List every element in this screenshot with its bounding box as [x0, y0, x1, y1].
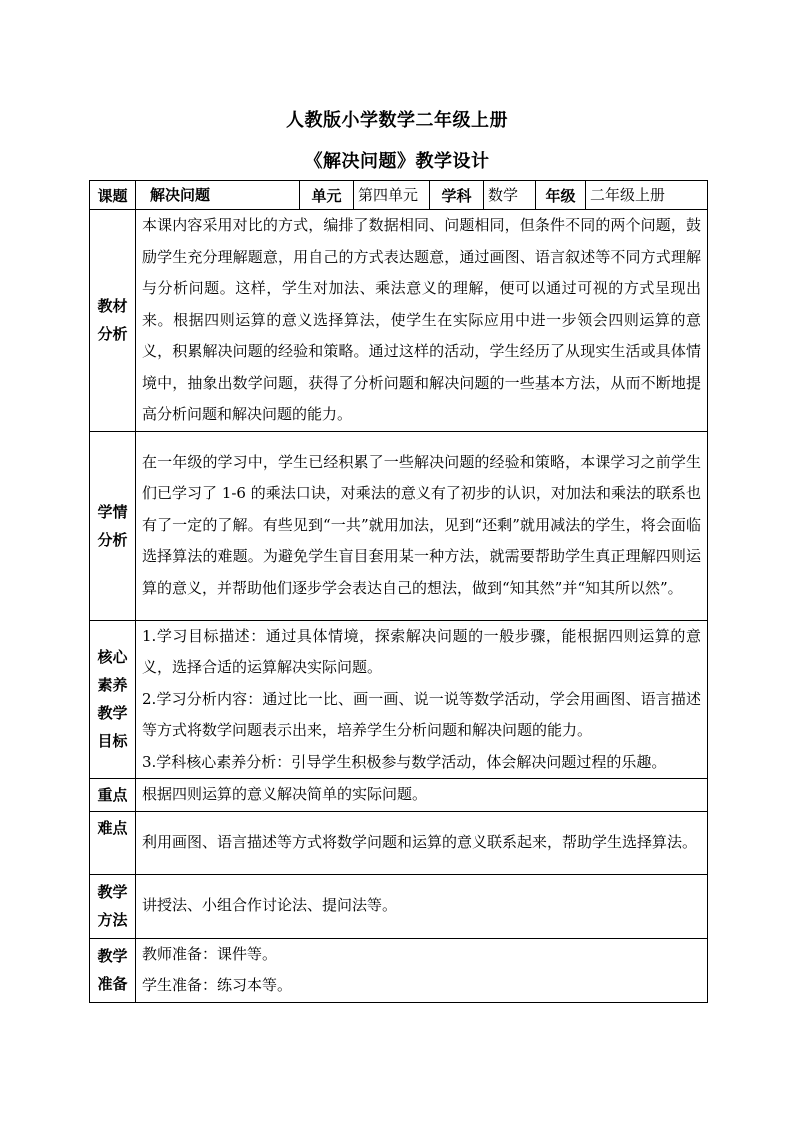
- teacher-prep: 教师准备：课件等。: [142, 944, 278, 963]
- grade-value: 二年级上册: [586, 181, 708, 210]
- subject-value: 数学: [484, 181, 536, 210]
- topic-label: 课题: [90, 181, 136, 210]
- key-point-row: [90, 779, 708, 812]
- student-analysis-label: [90, 431, 136, 620]
- student-prep: 学生准备：练习本等。: [142, 976, 293, 994]
- method-label-line1: 教学: [97, 883, 128, 901]
- student-analysis-content: 在一年级的学习中，学生已经积累了一些解决问题的经验和策略，本课学习之前学生们已学习了 1-6 的乘法口诀，对乘法的意义有了初步的认识，对加法和乘法的联系也有了一定的了解。有些见到“一共”就用加法，见到“还剩”就用减法的学生，将会面临选择算法的难题。为避免学生盲目套用某一种方法，就需要帮助学生真正理解四则运算的意义，并帮助他们逐步学会表达自己的想法，做到“知其然”并“知其所以然”。: [136, 431, 708, 620]
- students-label-line2: 分析: [97, 530, 128, 549]
- key-point-content: 根据四则运算的意义解决简单的实际问题。: [136, 779, 708, 812]
- topic-value: 解决问题: [136, 181, 300, 210]
- goals-label-line1: 核心: [97, 648, 128, 667]
- textbook-analysis-label: [90, 210, 136, 432]
- core-goals-content: [136, 620, 708, 779]
- textbook-label-line1: 教材: [97, 297, 128, 316]
- teaching-method-row: [90, 874, 708, 938]
- prep-label-line2: 准备: [97, 975, 128, 993]
- student-analysis-row: [90, 431, 708, 620]
- goal-item-2: 2.学习分析内容：通过比一比、画一画、说一说等数学活动，学会用画图、语言描述等方式将数学问题表示出来，培养学生分析问题和解决问题的能力。: [142, 689, 701, 739]
- teaching-method-content: 讲授法、小组合作讨论法、提问法等。: [136, 874, 708, 938]
- difficulty-row: [90, 811, 708, 874]
- goals-label-line2: 素养: [97, 676, 128, 695]
- difficulty-content: 利用画图、语言描述等方式将数学问题和运算的意义联系起来，帮助学生选择算法。: [136, 811, 708, 874]
- difficulty-label: 难点: [90, 811, 136, 874]
- students-label-line1: 学情: [97, 502, 128, 521]
- method-label-line2: 方法: [97, 911, 128, 929]
- goals-label-line4: 目标: [97, 732, 128, 751]
- core-goals-label: [90, 620, 136, 779]
- goal-item-1: 1.学习目标描述：通过具体情境，探索解决问题的一般步骤，能根据四则运算的意义，选择合适的运算解决实际问题。: [142, 626, 701, 676]
- key-point-label: 重点: [90, 779, 136, 812]
- goals-label-line3: 教学: [97, 704, 128, 723]
- goal-item-3: 3.学科核心素养分析：引导学生积极参与数学活动，体会解决问题过程的乐趣。: [142, 752, 667, 771]
- teaching-prep-row: [90, 938, 708, 1002]
- unit-label: 单元: [300, 181, 354, 210]
- teaching-method-label: [90, 874, 136, 938]
- document-subtitle: 《解决问题》教学设计: [304, 151, 490, 172]
- info-row: [90, 181, 708, 210]
- textbook-analysis-content: 本课内容采用对比的方式，编排了数据相同、问题相同，但条件不同的两个问题，鼓励学生充分理解题意，用自己的方式表达题意，通过画图、语言叙述等不同方式理解与分析问题。这样，学生对加法、乘法意义的理解，便可以通过可视的方式呈现出来。根据四则运算的意义选择算法，使学生在实际应用中进一步领会四则运算的意义，积累解决问题的经验和策略。通过这样的活动，学生经历了从现实生活或具体情境中，抽象出数学问题，获得了分析问题和解决问题的一些基本方法，从而不断地提高分析问题和解决问题的能力。: [136, 210, 708, 432]
- textbook-analysis-row: [90, 210, 708, 432]
- teaching-prep-content: [136, 938, 708, 1002]
- document-title: 人教版小学数学二年级上册: [286, 110, 508, 131]
- grade-label: 年级: [536, 181, 586, 210]
- unit-value: 第四单元: [354, 181, 430, 210]
- lesson-plan-table: [89, 180, 708, 1003]
- prep-label-line1: 教学: [97, 947, 128, 965]
- textbook-label-line2: 分析: [97, 325, 128, 344]
- teaching-prep-label: [90, 938, 136, 1002]
- core-goals-row: [90, 620, 708, 779]
- subject-label: 学科: [430, 181, 484, 210]
